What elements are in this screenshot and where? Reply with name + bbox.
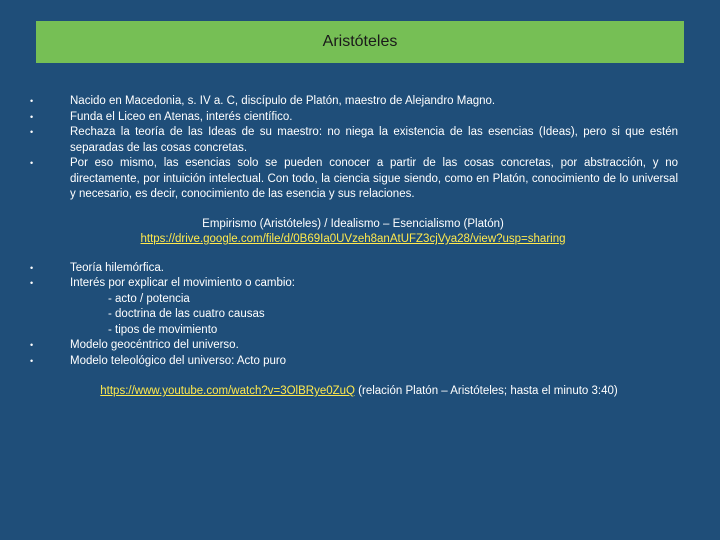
sub-item: - acto / potencia xyxy=(108,292,190,305)
drive-link[interactable]: https://drive.google.com/file/d/0B69Ia0UVzeh8anAtUFZ3cjVya28/view?usp=sharing xyxy=(140,233,566,245)
youtube-link[interactable]: https://www.youtube.com/watch?v=3OlBRye0ZuQ xyxy=(100,385,355,397)
bullet-item: • Funda el Liceo en Atenas, interés científico. xyxy=(28,110,678,126)
youtube-note: (relación Platón – Aristóteles; hasta el minuto 3:40) xyxy=(354,385,618,397)
sub-item: - doctrina de las cuatro causas xyxy=(108,308,265,320)
sub-list xyxy=(28,292,678,339)
bullet-item: • Teoría hilemórfica. xyxy=(28,261,678,277)
bullet-item: • Nacido en Macedonia, s. IV a. C, discípulo de Platón, maestro de Alejandro Magno. xyxy=(28,94,678,110)
sub-item: - tipos de movimiento xyxy=(108,323,218,336)
bullet-item: • Interés por explicar el movimiento o cambio: xyxy=(28,276,678,292)
bullet-list-mid xyxy=(28,261,678,292)
title-bar xyxy=(36,21,684,63)
slide-title: Aristóteles xyxy=(322,33,398,50)
bullet-item: • Por eso mismo, las esencias solo se pueden conocer a partir de las cosas concretas, por abstracción, y no directamente, por intuición intelectual. Con todo, la ciencia sigue siendo, como en Platón, conocimiento de lo universal y necesario, es decir, conocimiento de las esencia y sus relaciones. xyxy=(28,156,678,203)
bullet-list-top xyxy=(28,94,678,203)
empirismo-block xyxy=(28,217,678,248)
youtube-line xyxy=(28,384,678,400)
bullet-item: • Rechaza la teoría de las Ideas de su maestro: no niega la existencia de las esencias (Ideas), pero si que estén separadas de las cosas concretas. xyxy=(28,125,678,156)
empirismo-line: Empirismo (Aristóteles) / Idealismo – Esencialismo (Platón) xyxy=(202,217,504,230)
bullet-list-bottom xyxy=(28,338,678,369)
slide-content xyxy=(28,94,678,400)
bullet-item: • Modelo geocéntrico del universo. xyxy=(28,338,678,354)
bullet-item: • Modelo teleológico del universo: Acto puro xyxy=(28,354,678,370)
